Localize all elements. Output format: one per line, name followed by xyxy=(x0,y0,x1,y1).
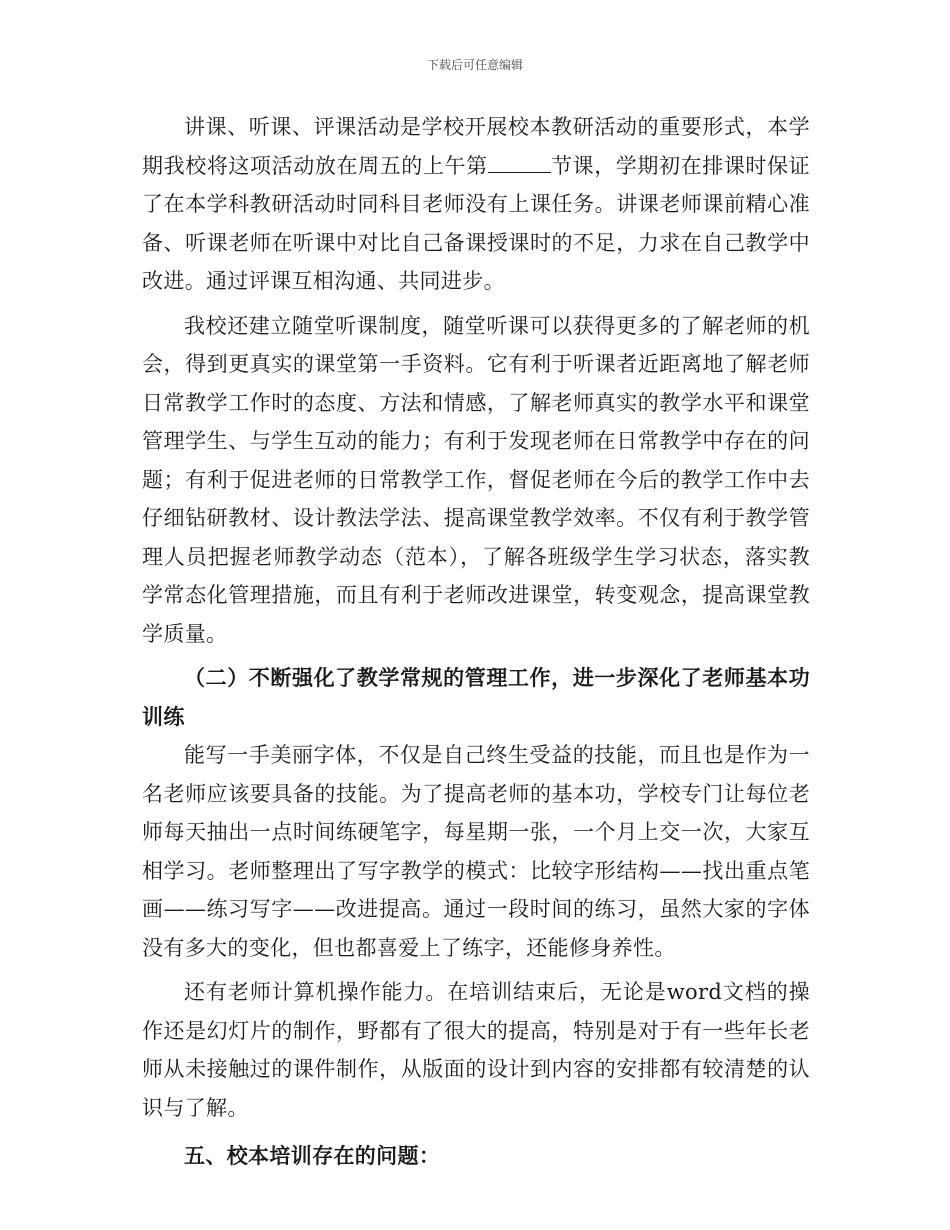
section-heading-problems: 五、校本培训存在的问题： xyxy=(184,1143,441,1168)
paragraph-classroom-observation: 我校还建立随堂听课制度，随堂听课可以获得更多的了解老师的机会，得到更真实的课堂第一手资料。它有利于听课者近距离地了解老师日常教学工作时的态度、方法和情感，了解老师真实的教学水平和课堂管理学生、与学生互动的能力；有利于发现老师在日常教学中存在的问题；有利于促进老师的日常教学工作，督促老师在今后的教学工作中去仔细钻研教材、设计教法学法、提高课堂教学效率。不仅有利于教学管理人员把握老师教学动态（范本），了解各班级学生学习状态，落实教学常态化管理措施，而且有利于老师改进课堂，转变观念，提高课堂教学质量。 xyxy=(142,313,810,646)
paragraph-text-part-2: 节课，学期初在排课时保证了在本学科教研活动时同科目老师没有上课任务。讲课老师课前精心准备、听课老师在听课中对比自己备课授课时的不足，力求在自己教学中改进。通过评课互相沟通、共同进步。 xyxy=(142,153,810,293)
fill-in-blank xyxy=(488,148,551,172)
paragraph-text-part-1: 讲课、听课、评课活动是学校开展校本教研活动的重要形式，本学期我校将这项活动放在周五的上午第 xyxy=(142,115,810,178)
paragraph-handwriting: 能写一手美丽字体，不仅是自己终生受益的技能，而且也是作为一名老师应该要具备的技能。为了提高老师的基本功，学校专门让每位老师每天抽出一点时间练硬笔字，每星期一张，一个月上交一次，大家互相学习。老师整理出了写字教学的模式：比较字形结构——找出重点笔画——练习写字——改进提高。通过一段时间的练习，虽然大家的字体没有多大的变化，但也都喜爱上了练字，还能修身养性。 xyxy=(142,743,810,960)
paragraph-computer-skills: 还有老师计算机操作能力。在培训结束后，无论是word文档的操作还是幻灯片的制作，野都有了很大的提高，特别是对于有一些年长老师从未接触过的课件制作，从版面的设计到内容的安排都有较清楚的认识与了解。 xyxy=(142,980,810,1120)
page-header: 下载后可任意编辑 xyxy=(426,58,523,72)
paragraph-lecture-activities xyxy=(142,108,810,301)
section-heading-teaching-routine: （二）不断强化了教学常规的管理工作，进一步深化了老师基本功训练 xyxy=(142,665,810,729)
document-body xyxy=(142,108,810,1176)
